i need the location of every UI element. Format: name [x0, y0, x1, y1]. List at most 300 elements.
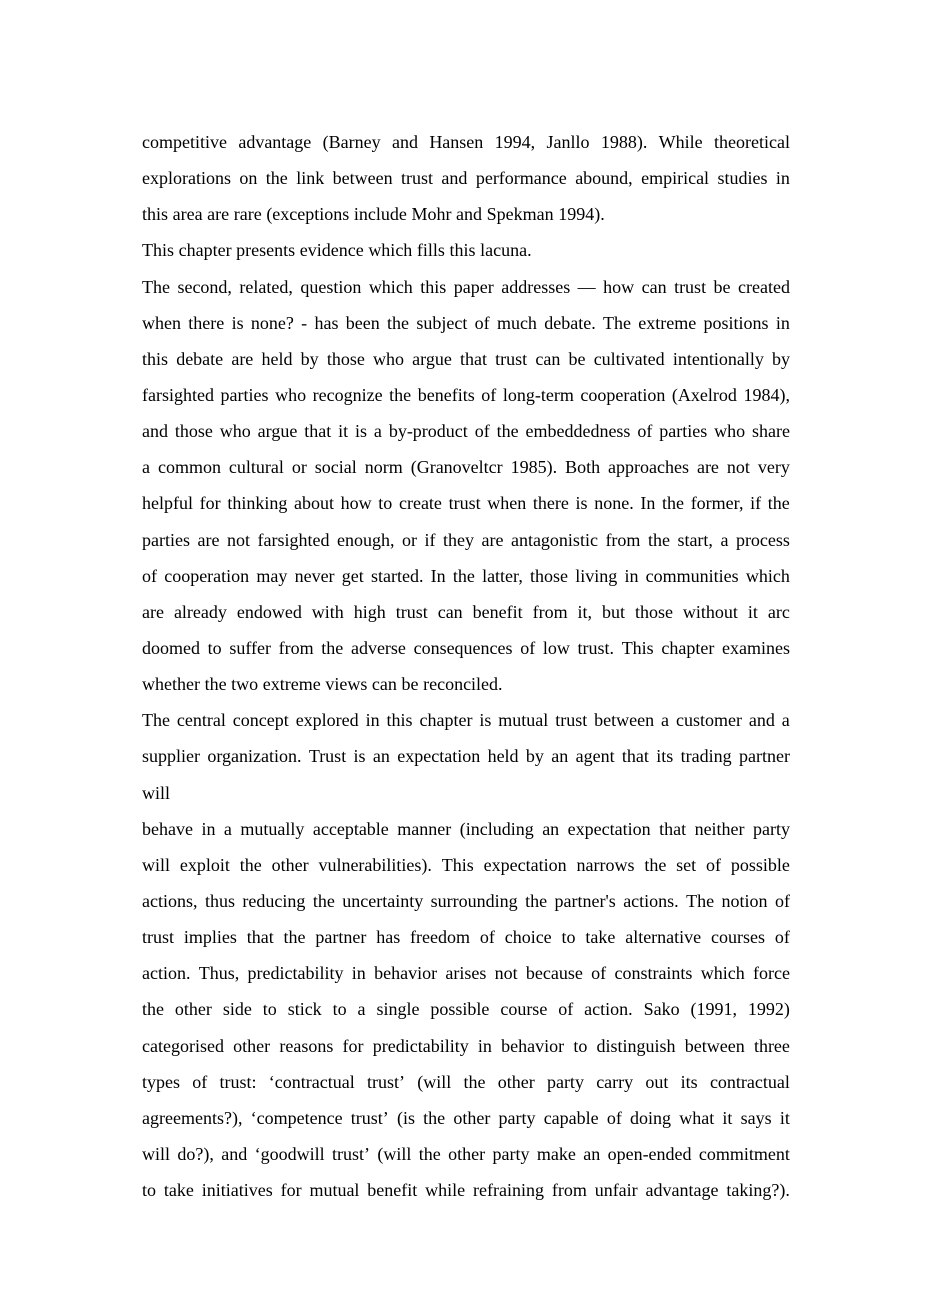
word: alternative — [625, 927, 702, 948]
word: low — [542, 637, 570, 658]
word: other — [448, 1143, 486, 1164]
word: 1988). — [600, 132, 648, 152]
word: chapter — [419, 710, 473, 731]
word: it — [779, 1107, 790, 1128]
word: 1994, — [494, 132, 536, 152]
word: trading — [680, 746, 732, 767]
word: Mohr — [411, 204, 452, 225]
word: freedom — [410, 927, 471, 948]
word: actions. — [623, 890, 679, 911]
word: norm — [364, 457, 403, 478]
word: Sako — [643, 999, 680, 1020]
word: predictability — [247, 963, 344, 984]
text-line — [142, 413, 790, 449]
word: force — [753, 963, 790, 984]
word: of — [774, 927, 790, 948]
word: the — [767, 493, 790, 514]
word: doomed — [142, 637, 200, 658]
word: are — [231, 348, 254, 369]
word: explored — [295, 710, 359, 731]
word: ‘goodwill — [254, 1143, 325, 1164]
word: intentionally — [672, 348, 764, 369]
word: other — [233, 1035, 271, 1056]
text-line — [142, 558, 790, 594]
text-line — [142, 630, 790, 666]
word: doing — [630, 1107, 672, 1128]
word: the — [418, 1143, 441, 1164]
word: action. — [142, 963, 191, 984]
word: the — [239, 854, 262, 875]
word: of — [479, 927, 495, 948]
word: choice — [504, 927, 552, 948]
text-line — [142, 232, 790, 268]
word: take — [163, 1180, 194, 1201]
word: of — [637, 421, 653, 442]
word: the — [662, 493, 685, 514]
word: trust. — [577, 637, 615, 658]
word: rare — [233, 204, 262, 225]
word: initiatives — [201, 1180, 273, 1201]
word: latter, — [482, 565, 523, 586]
word: enough, — [336, 529, 395, 550]
word: process — [735, 529, 790, 550]
word: not — [494, 963, 518, 984]
word: is — [353, 746, 366, 767]
word: - — [301, 312, 308, 333]
word: will — [142, 1143, 171, 1164]
word: take — [585, 927, 616, 948]
word: positions — [703, 312, 769, 333]
word: or — [401, 529, 417, 550]
word: how — [340, 493, 372, 514]
word: is — [355, 421, 368, 442]
word: trust’ — [350, 1107, 389, 1128]
word: (Barney — [322, 132, 381, 152]
word: predictability — [372, 1035, 469, 1056]
word: and — [748, 710, 775, 731]
text-line — [142, 124, 790, 160]
word: been — [345, 312, 380, 333]
word: farsighted — [142, 384, 214, 405]
word: argue — [412, 348, 452, 369]
word: it — [722, 1107, 733, 1128]
text-line — [142, 1136, 790, 1172]
word: may — [256, 565, 288, 586]
word: to — [207, 637, 222, 658]
word: advantage — [645, 1180, 719, 1201]
word: those — [326, 348, 365, 369]
word: trust — [555, 710, 588, 731]
word: this — [386, 710, 413, 731]
word: question — [300, 276, 362, 297]
word: 1984), — [743, 384, 790, 405]
word: capable — [543, 1107, 599, 1128]
word: constraints — [614, 963, 693, 984]
word: share — [751, 421, 790, 442]
word: communities — [645, 565, 739, 586]
word: possible — [430, 999, 490, 1020]
word: are — [197, 529, 220, 550]
word: if — [424, 529, 436, 550]
word: Hansen — [429, 132, 484, 152]
word: supplier — [142, 746, 200, 767]
word: concept — [232, 710, 289, 731]
word: paper — [453, 276, 494, 297]
word: extreme — [262, 674, 321, 695]
word: taking?). — [726, 1180, 790, 1201]
word: to — [561, 927, 576, 948]
word: to — [262, 999, 277, 1020]
text-line — [142, 1100, 790, 1136]
text-line — [142, 919, 790, 955]
word: is — [231, 312, 244, 333]
word: the — [312, 890, 335, 911]
word: single — [376, 999, 420, 1020]
word: in — [775, 168, 790, 189]
word: common — [157, 457, 221, 478]
word: cooperation — [164, 565, 250, 586]
word: its — [656, 746, 674, 767]
word: central — [176, 710, 226, 731]
word: create — [398, 493, 442, 514]
word: in — [201, 818, 216, 839]
word: cultural — [228, 457, 284, 478]
word: (will — [377, 1143, 412, 1164]
word: benefit — [367, 1180, 418, 1201]
word: in — [624, 565, 639, 586]
word: none? — [250, 312, 294, 333]
word: held — [487, 746, 519, 767]
word: agreements?), — [142, 1107, 243, 1128]
word: trust — [448, 493, 481, 514]
word: The — [603, 312, 631, 333]
word: competitive — [142, 132, 227, 152]
word: benefits — [417, 384, 475, 405]
word: and — [441, 168, 468, 189]
text-line — [142, 775, 790, 811]
word: which — [700, 963, 745, 984]
word: This — [441, 854, 474, 875]
word: courses — [711, 927, 765, 948]
word: studies — [717, 168, 768, 189]
word: not — [226, 529, 250, 550]
word: side — [222, 999, 252, 1020]
word: area — [172, 204, 203, 225]
word: party — [753, 818, 790, 839]
word: a — [661, 710, 670, 731]
word: with — [311, 601, 344, 622]
word: partner — [738, 746, 790, 767]
word: not — [726, 457, 750, 478]
word: is — [479, 710, 492, 731]
text-line — [142, 666, 790, 702]
word: thinking — [227, 493, 288, 514]
paragraph — [142, 232, 790, 268]
word: arc — [767, 601, 790, 622]
word: that — [304, 421, 332, 442]
word: the — [644, 854, 667, 875]
word: mutually — [240, 818, 305, 839]
word: those — [174, 421, 213, 442]
word: that — [621, 746, 649, 767]
word: never — [294, 565, 335, 586]
word: it, — [577, 601, 593, 622]
word: this — [449, 240, 476, 261]
word: chapter — [661, 637, 715, 658]
word: behavior — [501, 1035, 565, 1056]
word: notion — [721, 890, 768, 911]
word: are — [696, 457, 719, 478]
word: by-product — [388, 421, 468, 442]
text-line — [142, 738, 790, 774]
word: party — [492, 1143, 530, 1164]
word: what — [679, 1107, 715, 1128]
word: parties — [220, 384, 269, 405]
word: thus — [204, 890, 235, 911]
word: possible — [730, 854, 790, 875]
text-line — [142, 1172, 790, 1208]
word: they — [442, 529, 474, 550]
text-line — [142, 341, 790, 377]
word: can — [371, 674, 397, 695]
word: already — [173, 601, 227, 622]
word: approaches — [608, 457, 689, 478]
word: the — [283, 927, 306, 948]
text-line — [142, 883, 790, 919]
word: those — [634, 601, 673, 622]
word: it — [338, 421, 349, 442]
word: do?), — [177, 1143, 214, 1164]
word: adverse — [350, 637, 406, 658]
word: created — [738, 276, 790, 297]
text-line — [142, 811, 790, 847]
word: Thus, — [198, 963, 240, 984]
word: of — [591, 963, 607, 984]
word: a — [142, 457, 150, 478]
paragraph — [142, 269, 790, 703]
word: very — [757, 457, 790, 478]
word: start, — [677, 529, 713, 550]
word: partner — [315, 927, 367, 948]
word: narrows — [576, 854, 635, 875]
word: much — [496, 312, 537, 333]
word: parties — [142, 529, 190, 550]
word: categorised — [142, 1035, 224, 1056]
word: mutual — [498, 710, 549, 731]
word: benefit — [472, 601, 523, 622]
word: parties — [659, 421, 708, 442]
word: trust — [401, 168, 434, 189]
word: advantage — [238, 132, 312, 152]
word: (Axelrod — [671, 384, 737, 405]
word: arises — [445, 963, 487, 984]
word: will — [142, 854, 171, 875]
text-line — [142, 991, 790, 1027]
word: whether — [142, 674, 200, 695]
text-line — [142, 305, 790, 341]
word: cooperation — [580, 384, 666, 405]
text-line — [142, 160, 790, 196]
word: recognize — [312, 384, 383, 405]
word: to — [142, 1180, 157, 1201]
word: of — [474, 421, 490, 442]
word: of — [606, 1107, 622, 1128]
word: the — [387, 312, 410, 333]
word: started. — [370, 565, 424, 586]
word: Janllo — [546, 132, 590, 152]
word: trust — [674, 276, 707, 297]
word: which — [368, 276, 413, 297]
word: related, — [239, 276, 293, 297]
word: In — [430, 565, 446, 586]
word: that — [460, 348, 487, 369]
word: and — [391, 132, 418, 152]
word: on — [239, 168, 258, 189]
word: surrounding — [430, 890, 518, 911]
word: none. — [594, 493, 634, 514]
word: held — [261, 348, 293, 369]
word: an — [583, 1143, 601, 1164]
word: While — [658, 132, 703, 152]
word: The — [142, 276, 170, 297]
word: the — [321, 637, 344, 658]
word: are — [481, 529, 504, 550]
word: antagonistic — [510, 529, 598, 550]
word: views — [325, 674, 368, 695]
word: abound, — [575, 168, 633, 189]
word: by — [772, 348, 790, 369]
word: from — [551, 1180, 587, 1201]
word: out — [645, 1071, 669, 1092]
word: the — [423, 1107, 446, 1128]
word: former, — [690, 493, 744, 514]
word: which — [745, 565, 790, 586]
word: cultivated — [593, 348, 665, 369]
word: consequences — [413, 637, 513, 658]
word: reducing — [242, 890, 306, 911]
word: who — [275, 384, 307, 405]
word: suffer — [229, 637, 271, 658]
word: who — [219, 421, 251, 442]
word: a — [781, 710, 790, 731]
word: it — [747, 601, 758, 622]
word: fills — [416, 240, 445, 261]
word: chapter — [178, 240, 232, 261]
word: party — [546, 1071, 584, 1092]
word: the — [142, 999, 164, 1020]
word: debate. — [544, 312, 596, 333]
word: between — [684, 1035, 745, 1056]
word: unfair — [594, 1180, 638, 1201]
word: empirical — [641, 168, 710, 189]
word: other — [174, 999, 212, 1020]
text-line — [142, 1028, 790, 1064]
word: This — [621, 637, 654, 658]
word: link — [296, 168, 325, 189]
word: distinguish — [596, 1035, 676, 1056]
word: for — [199, 493, 221, 514]
word: there — [532, 493, 569, 514]
word: while — [425, 1180, 466, 1201]
word: to — [332, 999, 347, 1020]
word: from — [532, 601, 568, 622]
word: expectation — [483, 854, 567, 875]
word: has — [314, 312, 339, 333]
word: — — [577, 276, 596, 297]
word: and — [456, 204, 483, 225]
word: Trust — [308, 746, 347, 767]
word: (1991, — [690, 999, 737, 1020]
word: an — [542, 818, 560, 839]
word: reconciled. — [423, 674, 503, 695]
word: can — [437, 601, 463, 622]
word: and — [142, 421, 168, 442]
word: the — [647, 529, 670, 550]
word: will — [142, 782, 171, 803]
word: an — [372, 746, 390, 767]
word: neither — [694, 818, 745, 839]
word: theoretical — [714, 132, 790, 152]
word: second, — [177, 276, 232, 297]
word: a — [373, 421, 382, 442]
word: implies — [183, 927, 237, 948]
word: evidence — [299, 240, 364, 261]
word: when — [142, 312, 181, 333]
word: without — [682, 601, 738, 622]
word: contractual — [709, 1071, 790, 1092]
word: The — [142, 710, 170, 731]
word: set — [676, 854, 697, 875]
text-block — [142, 124, 790, 1208]
word: social — [314, 457, 357, 478]
word: this — [420, 276, 447, 297]
word: behave — [142, 818, 193, 839]
word: ‘competence — [250, 1107, 343, 1128]
word: (including — [459, 818, 534, 839]
word: uncertainty — [342, 890, 424, 911]
word: this — [142, 204, 169, 225]
word: the — [496, 421, 519, 442]
word: subject — [416, 312, 468, 333]
word: from — [605, 529, 641, 550]
word: examines — [721, 637, 790, 658]
word: those — [530, 565, 569, 586]
word: in — [477, 1035, 492, 1056]
word: three — [753, 1035, 790, 1056]
word: make — [536, 1143, 576, 1164]
word: trust — [142, 927, 175, 948]
word: can — [641, 276, 667, 297]
word: who — [714, 421, 746, 442]
word: by — [525, 746, 544, 767]
word: In — [640, 493, 656, 514]
word: This — [142, 240, 175, 261]
word: of — [706, 854, 722, 875]
word: can — [535, 348, 561, 369]
text-line — [142, 1064, 790, 1100]
word: (exceptions — [266, 204, 350, 225]
word: are — [142, 601, 164, 622]
word: Both — [565, 457, 601, 478]
word: the — [525, 890, 548, 911]
word: of — [558, 999, 574, 1020]
word: Spekman — [486, 204, 554, 225]
word: a — [720, 529, 729, 550]
word: get — [341, 565, 364, 586]
word: 1994). — [558, 204, 605, 225]
word: actions, — [142, 890, 198, 911]
word: The — [686, 890, 715, 911]
